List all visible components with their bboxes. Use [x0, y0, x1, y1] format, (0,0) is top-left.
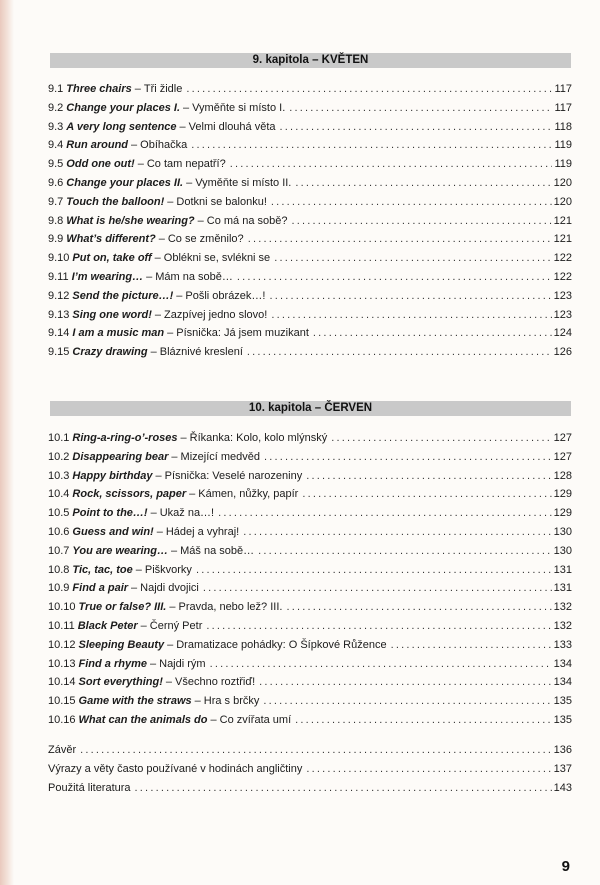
- toc-entry: [48, 598, 572, 617]
- entry-dash: –: [131, 582, 138, 595]
- entry-dash: –: [194, 695, 201, 708]
- entry-page-number: 136: [553, 744, 572, 756]
- entry-dash: –: [154, 252, 161, 265]
- dot-leader: [263, 692, 551, 711]
- toc-entry: [48, 118, 572, 137]
- toc-entry: [48, 99, 572, 118]
- entry-czech-title: Pravda, nebo lež? III.: [178, 601, 283, 614]
- entry-page-number: 143: [553, 781, 572, 794]
- entry-page-number: 130: [553, 525, 572, 538]
- toc-entry: [48, 174, 572, 193]
- entry-english-title: Sleeping Beauty: [78, 638, 165, 651]
- entry-page-number: 122: [553, 252, 572, 265]
- entry-number: 10.1: [48, 432, 70, 444]
- entry-english-title: I am a music man: [72, 327, 165, 340]
- dot-leader: [243, 523, 551, 542]
- entry-czech-title: Co má na sobě?: [206, 214, 288, 227]
- dot-leader: [191, 136, 552, 155]
- entry-dash: –: [135, 563, 142, 576]
- toc-entry: [48, 467, 572, 486]
- dot-leader: [391, 636, 552, 655]
- entry-dash: –: [167, 195, 174, 208]
- entry-number: 10.15: [48, 695, 76, 708]
- entry-english-title: What can the animals do: [78, 713, 208, 726]
- entry-czech-title: Tři židle: [143, 83, 183, 95]
- entry-title: Závěr: [48, 744, 77, 756]
- toc-entry: [48, 80, 572, 99]
- entry-dash: –: [150, 507, 157, 520]
- entry-english-title: Find a pair: [72, 582, 129, 595]
- entry-dash: –: [210, 713, 217, 726]
- entry-czech-title: Najdi dvojici: [140, 582, 199, 595]
- entry-czech-title: Písnička: Já jsem muzikant: [176, 327, 309, 340]
- entry-page-number: 132: [553, 619, 572, 632]
- entry-english-title: Tic, tac, toe: [72, 563, 133, 576]
- back-matter-entry: [48, 760, 572, 779]
- entry-number: 9.5: [48, 158, 64, 171]
- toc-entry: [48, 136, 572, 155]
- entry-number: 9.4: [48, 139, 64, 152]
- entry-english-title: A very long sentence: [66, 120, 177, 133]
- entry-czech-title: Dotkni se balonku!: [176, 195, 267, 208]
- entry-page-number: 121: [553, 214, 572, 227]
- toc-entry: [48, 448, 572, 467]
- entry-page-number: 120: [553, 176, 572, 189]
- entry-english-title: Disappearing bear: [72, 450, 169, 463]
- entry-czech-title: Vyměňte si místo I.: [192, 101, 286, 114]
- entry-czech-title: Písnička: Veselé narozeniny: [164, 469, 303, 482]
- dot-leader: [203, 579, 552, 598]
- entry-page-number: 126: [553, 346, 572, 359]
- dot-leader: [289, 99, 552, 118]
- chapter-10-list: [48, 429, 572, 730]
- entry-number: 9.1: [48, 83, 64, 95]
- entry-page-number: 134: [553, 657, 572, 670]
- entry-page-number: 117: [554, 83, 572, 95]
- entry-english-title: You are wearing…: [72, 544, 168, 557]
- entry-dash: –: [197, 214, 204, 227]
- dot-leader: [274, 249, 551, 268]
- dot-leader: [258, 542, 552, 561]
- entry-czech-title: Velmi dlouhá věta: [188, 120, 276, 133]
- entry-page-number: 135: [553, 713, 572, 726]
- entry-czech-title: Říkanka: Kolo, kolo mlýnský: [189, 432, 328, 444]
- toc-entry: [48, 579, 572, 598]
- entry-dash: –: [189, 488, 196, 501]
- entry-number: 9.10: [48, 252, 70, 265]
- entry-english-title: Ring-a-ring-o’-roses: [72, 432, 178, 444]
- entry-page-number: 135: [553, 695, 572, 708]
- entry-number: 10.11: [48, 619, 75, 632]
- entry-page-number: 127: [553, 450, 572, 463]
- entry-czech-title: Máš na sobě…: [180, 544, 255, 557]
- toc-entry: [48, 212, 572, 231]
- toc-entry: [48, 306, 572, 325]
- entry-czech-title: Všechno roztřiď!: [175, 676, 256, 689]
- entry-dash: –: [176, 289, 183, 302]
- entry-page-number: 123: [553, 289, 572, 302]
- entry-page-number: 120: [553, 195, 572, 208]
- entry-dash: –: [154, 308, 161, 321]
- dot-leader: [280, 118, 553, 137]
- entry-page-number: 128: [553, 469, 572, 482]
- entry-english-title: Sort everything!: [78, 676, 163, 689]
- back-matter-entry: [48, 779, 572, 798]
- toc-entry: [48, 485, 572, 504]
- toc-entry: [48, 343, 572, 362]
- chapter-9-heading: 9. kapitola – KVĚTEN: [50, 53, 571, 68]
- entry-czech-title: Ukaž na…!: [159, 507, 215, 520]
- chapter-9-list: [48, 80, 572, 362]
- entry-dash: –: [150, 657, 157, 670]
- dot-leader: [248, 230, 552, 249]
- dot-leader: [331, 429, 551, 448]
- dot-leader: [271, 306, 551, 325]
- entry-czech-title: Zazpívej jedno slovo!: [164, 308, 268, 321]
- toc-entry: [48, 193, 572, 212]
- entry-english-title: Guess and win!: [72, 525, 154, 538]
- entry-dash: –: [140, 619, 147, 632]
- entry-number: 10.2: [48, 450, 70, 463]
- toc-entry: [48, 429, 572, 448]
- toc-entry: [48, 673, 572, 692]
- entry-number: 9.7: [48, 195, 64, 208]
- chapter-10-heading: 10. kapitola – ČERVEN: [50, 401, 571, 416]
- entry-number: 9.6: [48, 176, 64, 189]
- entry-english-title: Point to the…!: [72, 507, 148, 520]
- entry-czech-title: Pošli obrázek…!: [185, 289, 266, 302]
- entry-english-title: Change your places I.: [66, 101, 180, 114]
- toc-entry: [48, 504, 572, 523]
- entry-page-number: 130: [553, 544, 572, 557]
- entry-dash: –: [134, 83, 141, 95]
- dot-leader: [135, 779, 552, 798]
- dot-leader: [286, 598, 551, 617]
- entry-english-title: True or false? III.: [78, 601, 167, 614]
- dot-leader: [218, 504, 552, 523]
- entry-page-number: 131: [553, 582, 572, 595]
- entry-number: 10.12: [48, 638, 76, 651]
- entry-number: 9.9: [48, 233, 64, 246]
- entry-english-title: Happy birthday: [72, 469, 153, 482]
- entry-czech-title: Kámen, nůžky, papír: [198, 488, 299, 501]
- toc-entry: [48, 324, 572, 343]
- entry-english-title: Crazy drawing: [72, 346, 148, 359]
- entry-number: 9.8: [48, 214, 64, 227]
- entry-czech-title: Mizející medvěd: [180, 450, 261, 463]
- entry-number: 10.10: [48, 601, 76, 614]
- entry-english-title: Game with the straws: [78, 695, 192, 708]
- entry-page-number: 121: [553, 233, 572, 246]
- entry-page-number: 129: [553, 507, 572, 520]
- entry-number: 9.14: [48, 327, 70, 340]
- toc-entry: [48, 655, 572, 674]
- dot-leader: [206, 617, 551, 636]
- dot-leader: [295, 174, 551, 193]
- dot-leader: [269, 287, 551, 306]
- entry-page-number: 118: [554, 120, 572, 133]
- entry-dash: –: [171, 450, 178, 463]
- toc-entry: [48, 523, 572, 542]
- entry-czech-title: Najdi rým: [159, 657, 206, 670]
- entry-czech-title: Vyměňte si místo II.: [195, 176, 292, 189]
- entry-dash: –: [167, 638, 174, 651]
- entry-czech-title: Černý Petr: [149, 619, 203, 632]
- dot-leader: [237, 268, 552, 287]
- entry-page-number: 119: [554, 158, 572, 171]
- entry-dash: –: [170, 544, 178, 557]
- entry-number: 9.12: [48, 289, 70, 302]
- entry-dash: –: [150, 346, 157, 359]
- entry-english-title: Put on, take off: [72, 252, 152, 265]
- entry-dash: –: [158, 233, 165, 246]
- entry-dash: –: [169, 601, 176, 614]
- entry-page-number: 122: [553, 270, 572, 283]
- entry-page-number: 119: [554, 139, 572, 152]
- entry-number: 9.2: [48, 101, 64, 114]
- dot-leader: [259, 673, 551, 692]
- toc-entry: [48, 711, 572, 730]
- toc-entry: [48, 692, 572, 711]
- entry-number: 10.9: [48, 582, 70, 595]
- entry-dash: –: [183, 101, 190, 114]
- entry-english-title: What’s different?: [66, 233, 156, 246]
- entry-page-number: 133: [553, 638, 572, 651]
- entry-czech-title: Mám na sobě…: [155, 270, 233, 283]
- entry-number: 10.16: [48, 713, 76, 726]
- dot-leader: [271, 193, 552, 212]
- toc-entry: [48, 249, 572, 268]
- entry-dash: –: [165, 676, 173, 689]
- entry-dash: –: [186, 176, 193, 189]
- entry-czech-title: Piškvorky: [144, 563, 192, 576]
- toc-entry: [48, 155, 572, 174]
- entry-english-title: I’m wearing…: [71, 270, 144, 283]
- entry-english-title: Change your places II.: [66, 176, 184, 189]
- dot-leader: [302, 485, 551, 504]
- entry-title: Výrazy a věty často používané v hodinách angličtiny: [48, 762, 303, 775]
- entry-dash: –: [155, 469, 162, 482]
- entry-number: 9.15: [48, 346, 70, 359]
- entry-page-number: 134: [553, 676, 572, 689]
- entry-page-number: 127: [553, 432, 572, 444]
- dot-leader: [306, 467, 551, 486]
- toc-entry: [48, 561, 572, 580]
- entry-number: 10.7: [48, 544, 70, 557]
- dot-leader: [306, 760, 551, 779]
- entry-czech-title: Obíhačka: [140, 139, 188, 152]
- entry-czech-title: Hádej a vyhraj!: [165, 525, 240, 538]
- dot-leader: [292, 212, 552, 231]
- entry-number: 10.6: [48, 525, 70, 538]
- dot-leader: [264, 448, 552, 467]
- entry-number: 9.11: [48, 270, 69, 283]
- entry-english-title: Sing one word!: [72, 308, 152, 321]
- toc-entry: [48, 617, 572, 636]
- dot-leader: [247, 343, 552, 362]
- entry-czech-title: Co se změnilo?: [167, 233, 244, 246]
- dot-leader: [230, 155, 553, 174]
- dot-leader: [80, 741, 552, 760]
- entry-dash: –: [131, 139, 138, 152]
- toc-entry: [48, 636, 572, 655]
- toc-entry: [48, 542, 572, 561]
- entry-english-title: Find a rhyme: [78, 657, 147, 670]
- entry-english-title: Three chairs: [66, 83, 132, 95]
- entry-number: 10.5: [48, 507, 70, 520]
- entry-english-title: Black Peter: [77, 619, 138, 632]
- toc-entry: [48, 268, 572, 287]
- entry-english-title: What is he/she wearing?: [66, 214, 195, 227]
- entry-dash: –: [156, 525, 163, 538]
- entry-page-number: 129: [553, 488, 572, 501]
- toc-entry: [48, 230, 572, 249]
- entry-czech-title: Hra s brčky: [203, 695, 260, 708]
- dot-leader: [295, 711, 551, 730]
- entry-dash: –: [146, 270, 153, 283]
- entry-number: 10.3: [48, 469, 70, 482]
- dot-leader: [186, 80, 552, 99]
- dot-leader: [196, 561, 552, 580]
- entry-number: 10.14: [48, 676, 76, 689]
- entry-page-number: 137: [553, 762, 572, 775]
- entry-czech-title: Dramatizace pohádky: O Šípkové Růžence: [176, 638, 387, 651]
- entry-czech-title: Co tam nepatří?: [146, 158, 226, 171]
- entry-page-number: 117: [554, 101, 572, 114]
- entry-english-title: Odd one out!: [66, 158, 135, 171]
- entry-number: 9.3: [48, 120, 64, 133]
- entry-number: 10.8: [48, 563, 70, 576]
- entry-number: 10.4: [48, 488, 70, 501]
- dot-leader: [313, 324, 552, 343]
- back-matter-entry: [48, 741, 572, 760]
- entry-page-number: 131: [553, 563, 572, 576]
- entry-dash: –: [179, 120, 186, 133]
- toc-entry: [48, 287, 572, 306]
- page-number: 9: [561, 858, 570, 875]
- entry-title: Použitá literatura: [48, 781, 131, 794]
- entry-dash: –: [167, 327, 174, 340]
- back-matter-list: [48, 741, 572, 797]
- entry-dash: –: [137, 158, 144, 171]
- entry-english-title: Run around: [66, 139, 129, 152]
- entry-english-title: Send the picture…!: [72, 289, 174, 302]
- entry-dash: –: [180, 432, 187, 444]
- dot-leader: [210, 655, 552, 674]
- entry-number: 9.13: [48, 308, 70, 321]
- entry-czech-title: Oblékni se, svlékni se: [163, 252, 271, 265]
- entry-czech-title: Bláznivé kreslení: [159, 346, 243, 359]
- entry-number: 10.13: [48, 657, 76, 670]
- entry-page-number: 132: [553, 601, 572, 614]
- entry-page-number: 124: [553, 327, 572, 340]
- entry-czech-title: Co zvířata umí: [219, 713, 292, 726]
- entry-page-number: 123: [553, 308, 572, 321]
- entry-english-title: Touch the balloon!: [66, 195, 165, 208]
- entry-english-title: Rock, scissors, paper: [72, 488, 187, 501]
